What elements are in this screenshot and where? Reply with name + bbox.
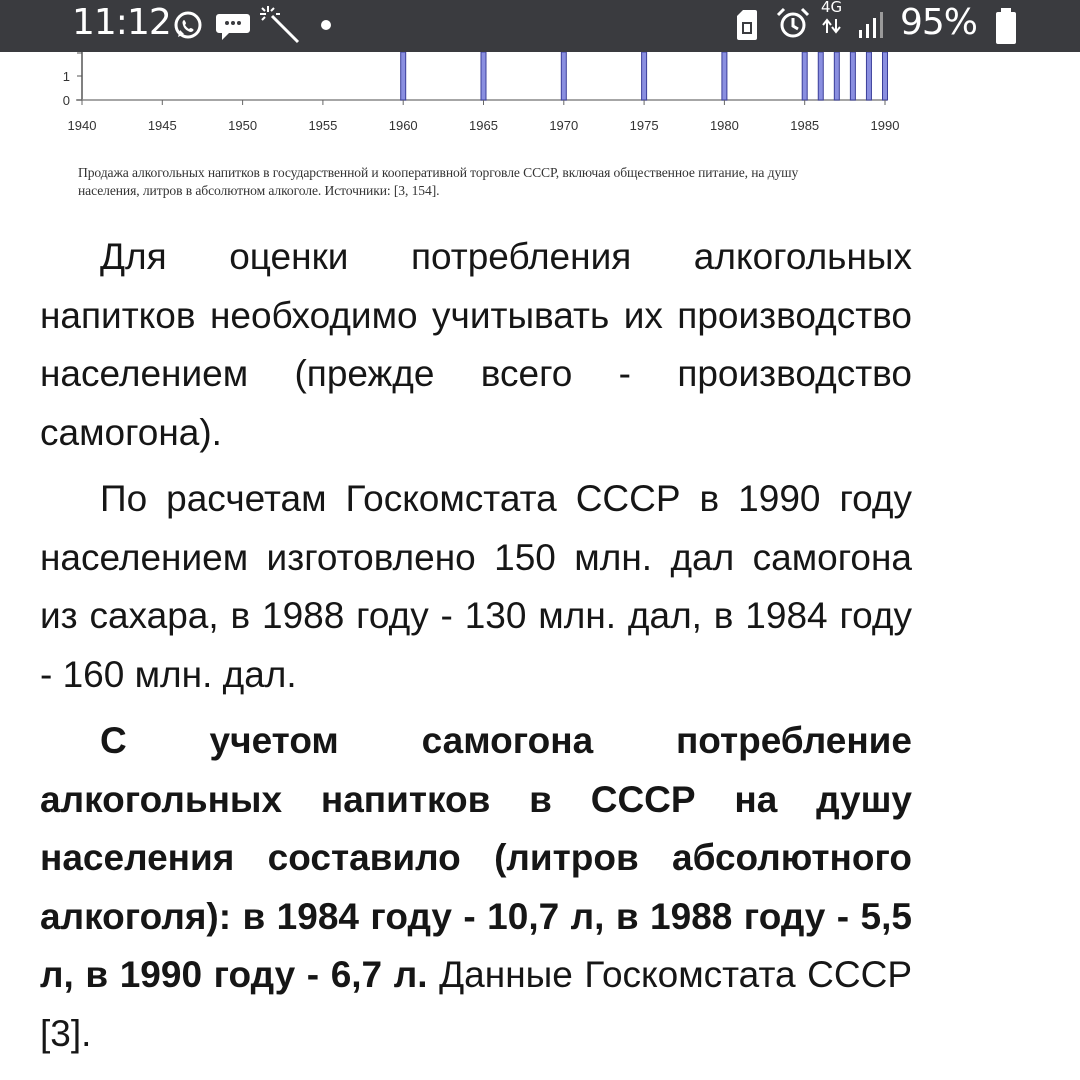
paragraph-3 bbox=[40, 712, 912, 1063]
status-bar bbox=[0, 0, 1080, 52]
y-tick-label: 0 bbox=[62, 93, 70, 108]
whatsapp-icon bbox=[172, 10, 204, 47]
paragraph-1: Для оценки потребления алкогольных напитков необходимо учитывать их производство населением (прежде всего - производство самогона). bbox=[40, 236, 912, 453]
alarm-icon bbox=[775, 6, 811, 47]
x-tick-label: 1965 bbox=[469, 118, 498, 133]
chart-x-ticks bbox=[68, 100, 900, 133]
battery-percent: 95% bbox=[900, 2, 978, 43]
article-body bbox=[40, 228, 912, 1063]
chart-bar bbox=[850, 52, 855, 100]
chart-bars bbox=[401, 52, 888, 100]
network-4g-icon bbox=[821, 0, 843, 38]
x-tick-label: 1945 bbox=[147, 118, 177, 133]
chart-y-ticks bbox=[63, 53, 82, 108]
chart-caption: Продажа алкогольных напитков в государственной и кооперативной торговле СССР, включая общественное питание, на душу населения, литров в абсолютном алкоголе. Источники: [3, 154]. bbox=[78, 165, 799, 198]
x-tick-label: 1985 bbox=[790, 118, 820, 133]
y-tick-label: 1 bbox=[62, 69, 70, 84]
chart-bar bbox=[722, 52, 727, 100]
chart-bar bbox=[481, 52, 486, 100]
chart-bar bbox=[834, 52, 839, 100]
chart-bar bbox=[642, 52, 647, 100]
x-tick-label: 1950 bbox=[228, 118, 258, 133]
chart-bar bbox=[866, 52, 871, 100]
bar-chart bbox=[0, 52, 1080, 162]
x-tick-label: 1970 bbox=[549, 118, 579, 133]
chart-bar bbox=[561, 52, 566, 100]
chart-bar bbox=[818, 52, 823, 100]
sim-icon bbox=[735, 8, 759, 47]
paragraph-3-rest: Данные Госкомстата СССР [3]. bbox=[40, 954, 912, 1054]
battery-icon bbox=[994, 6, 1018, 51]
x-tick-label: 1955 bbox=[308, 118, 338, 133]
chart-bar bbox=[883, 52, 888, 100]
x-tick-label: 1980 bbox=[709, 118, 739, 133]
status-time: 11:12 bbox=[72, 2, 171, 43]
notification-dot-icon bbox=[320, 18, 332, 36]
chat-bubble-icon bbox=[216, 10, 250, 47]
paragraph-3-bold: С учетом самогона потребление алкогольных напитков в СССР на душу населения составило (литров абсолютного алкоголя): в 1984 году - 10,7 л, в 1988 году - 5,5 л, в 1990 году - 6,7 л. bbox=[40, 720, 912, 995]
x-tick-label: 1960 bbox=[388, 118, 418, 133]
chart-bar bbox=[401, 52, 406, 100]
magic-wand-icon bbox=[258, 4, 302, 49]
signal-icon bbox=[857, 10, 891, 45]
x-tick-label: 1975 bbox=[629, 118, 659, 133]
data-arrows-icon bbox=[821, 15, 843, 35]
x-tick-label: 1990 bbox=[870, 118, 900, 133]
network-label: 4G bbox=[821, 0, 843, 16]
paragraph-2: По расчетам Госкомстата СССР в 1990 году населением изготовлено 150 млн. дал самогона из сахара, в 1988 году - 130 млн. дал, в 1984 году - 160 млн. дал. bbox=[40, 478, 912, 695]
x-tick-label: 1940 bbox=[67, 118, 97, 133]
chart-bar bbox=[802, 52, 807, 100]
